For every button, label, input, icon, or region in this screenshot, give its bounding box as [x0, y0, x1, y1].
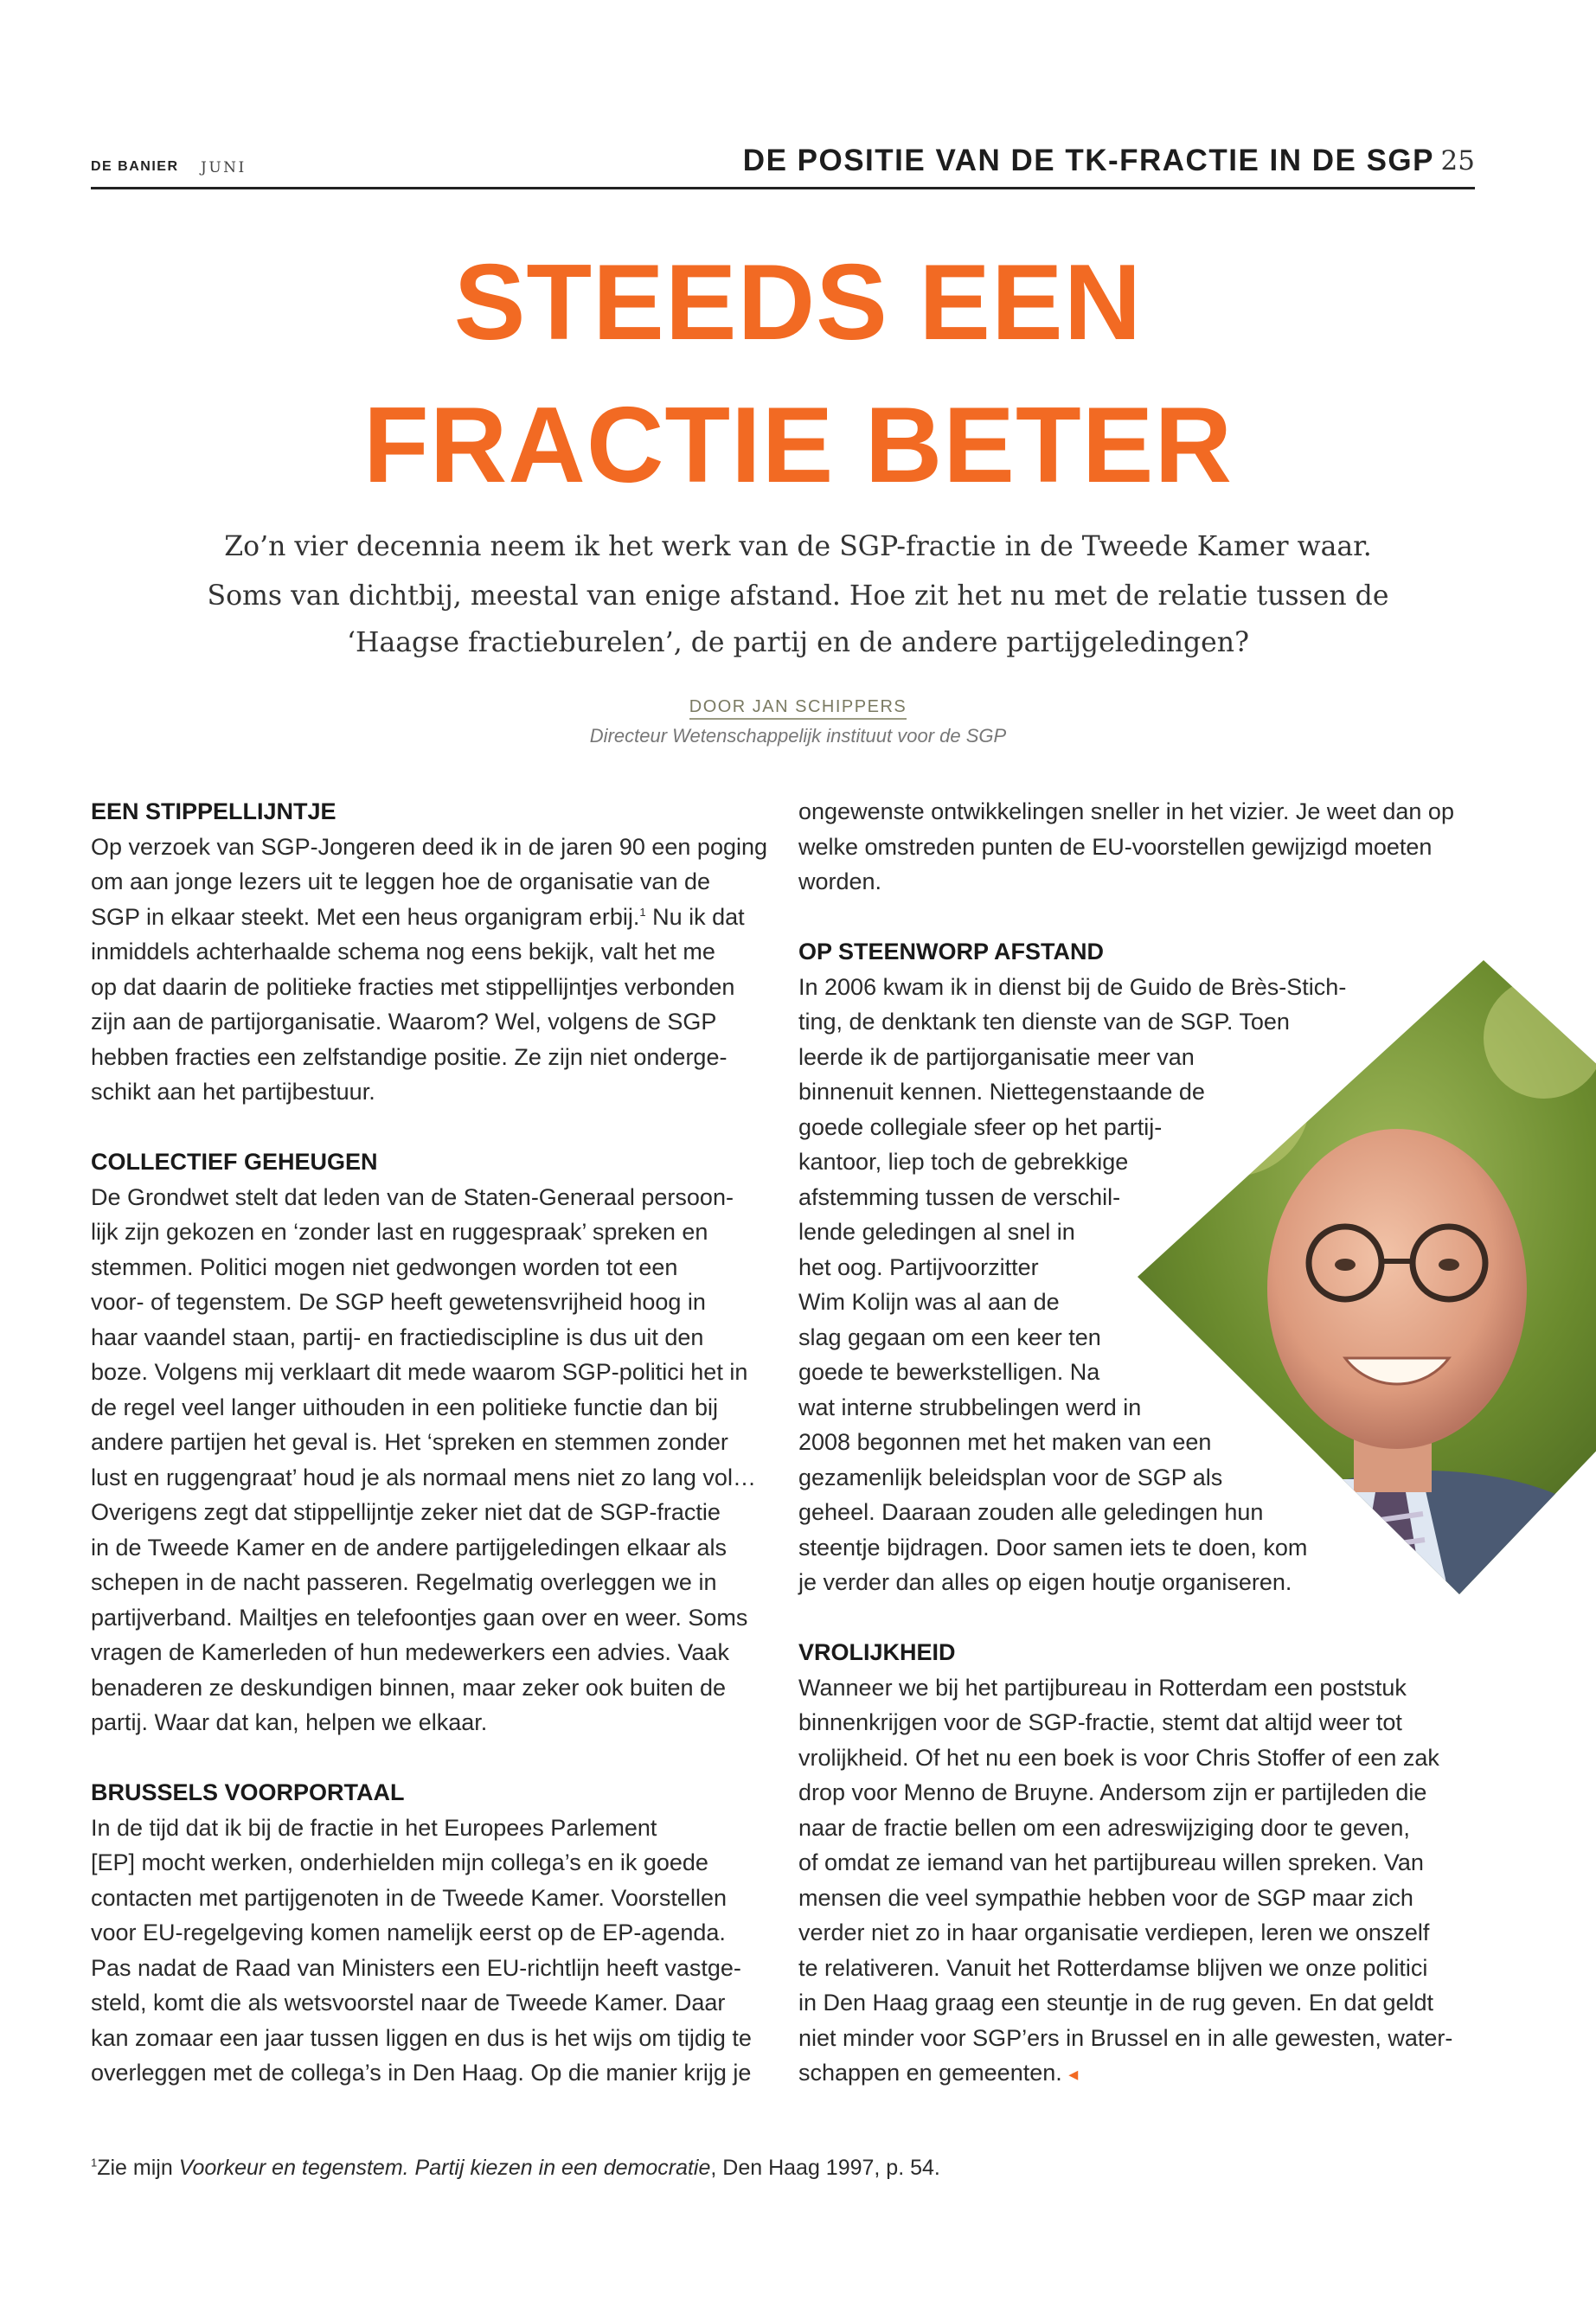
author-role: Directeur Wetenschappelijk instituut voor de SGP — [589, 725, 1007, 747]
body-line: In de tijd dat ik bij de fractie in het Europees Parlement — [91, 1814, 657, 1841]
body-text: Nu ik dat — [645, 903, 745, 930]
body-line: drop voor Menno de Bruyne. Andersom zijn er partijleden die — [798, 1779, 1427, 1805]
body-line: goede te bewerkstelligen. Na — [798, 1359, 1100, 1385]
body-line: lende geledingen al snel in — [798, 1219, 1075, 1245]
intro-line: Zo’n vier decennia neem ik het werk van de SGP-fractie in de Tweede Kamer waar. — [224, 531, 1372, 562]
paragraph-gap — [91, 1740, 774, 1776]
section-title: DE POSITIE VAN DE TK-FRACTIE IN DE SGP — [742, 144, 1434, 177]
section-heading: BRUSSELS VOORPORTAAL — [91, 1779, 405, 1805]
body-line: schikt aan het partijbestuur. — [91, 1079, 375, 1105]
body-text: schappen en gemeenten. — [798, 2060, 1062, 2086]
body-line: lijk zijn gekozen en ‘zonder last en ruggespraak’ spreken en — [91, 1219, 708, 1245]
body-line: in Den Haag graag een steuntje in de rug geven. En dat geldt — [798, 1990, 1434, 2016]
body-line: om aan jonge lezers uit te leggen hoe de organisatie van de — [91, 868, 711, 894]
footnote-marker: 1 — [639, 905, 646, 919]
body-line: andere partijen het geval is. Het ‘spreken en stemmen zonder — [91, 1429, 728, 1455]
body-line: De Grondwet stelt dat leden van de Staten-Generaal persoon- — [91, 1183, 734, 1210]
article-title-line-1: STEEDS EEN — [453, 243, 1143, 362]
magazine-name: DE BANIER — [91, 159, 179, 174]
body-line: [EP] mocht werken, onderhielden mijn collega’s en ik goede — [91, 1849, 708, 1875]
body-line: binnenuit kennen. Niettegenstaande de — [798, 1079, 1205, 1105]
body-line: verder niet zo in haar organisatie verdiepen, leren we onszelf — [798, 1920, 1430, 1945]
issue-month: JUNI — [201, 159, 247, 176]
footnote — [91, 2156, 940, 2181]
body-line: in de Tweede Kamer en de andere partijgeledingen elkaar als — [91, 1534, 727, 1561]
body-line: Pas nadat de Raad van Ministers een EU-richtlijn heeft vastge- — [91, 1954, 741, 1981]
body-line: steentje bijdragen. Door samen iets te doen, kom — [798, 1534, 1308, 1561]
body-line: lust en ruggengraat’ houd je als normaal mens niet zo lang vol… — [91, 1464, 756, 1490]
body-line: op dat daarin de politieke fracties met stippellijntjes verbonden — [91, 973, 735, 1000]
body-line: partijverband. Mailtjes en telefoontjes gaan over en weer. Soms — [91, 1604, 748, 1631]
author-byline — [0, 697, 1596, 717]
body-line: Overigens zegt dat stippellijntje zeker niet dat de SGP-fractie — [91, 1499, 721, 1525]
body-line: binnenkrijgen voor de SGP-fractie, stemt dat altijd weer tot — [798, 1709, 1402, 1735]
body-line: hebben fracties een zelfstandige positie. Ze zijn niet onderge- — [91, 1043, 727, 1070]
body-line: het oog. Partijvoorzitter — [798, 1253, 1039, 1280]
body-line: haar vaandel staan, partij- en fractiediscipline is dus uit den — [91, 1324, 704, 1350]
article-title-line-2: FRACTIE BETER — [363, 386, 1233, 505]
body-line: boze. Volgens mij verklaart dit mede waarom SGP-politici het in — [91, 1359, 748, 1385]
body-line: ongewenste ontwikkelingen sneller in het vizier. Je weet dan op — [798, 798, 1454, 824]
body-line: 2008 begonnen met het maken van een — [798, 1429, 1212, 1455]
body-line: vragen de Kamerleden of hun medewerkers een advies. Vaak — [91, 1639, 729, 1665]
paragraph-gap — [798, 900, 1490, 935]
body-line: worden. — [798, 868, 882, 894]
body-line: gezamenlijk beleidsplan voor de SGP als — [798, 1464, 1223, 1490]
end-of-article-icon: ◂ — [1068, 2063, 1079, 2085]
body-line: te relativeren. Vanuit het Rotterdamse blijven we onze politici — [798, 1954, 1428, 1981]
body-line: de regel veel langer uithouden in een politieke functie dan bij — [91, 1394, 719, 1420]
footnote-marker: 1 — [91, 2156, 98, 2170]
section-heading: VROLIJKHEID — [798, 1639, 956, 1665]
body-line: voor EU-regelgeving komen namelijk eerst op de EP-agenda. — [91, 1920, 726, 1945]
body-line: goede collegiale sfeer op het partij- — [798, 1113, 1163, 1140]
body-line: Op verzoek van SGP-Jongeren deed ik in de jaren 90 een poging — [91, 833, 768, 860]
section-heading: COLLECTIEF GEHEUGEN — [91, 1149, 378, 1175]
body-line: benaderen ze deskundigen binnen, maar zeker ook buiten de — [91, 1674, 727, 1701]
body-line: niet minder voor SGP’ers in Brussel en in alle gewesten, water- — [798, 2024, 1453, 2051]
body-line: schepen in de nacht passeren. Regelmatig overleggen we in — [91, 1569, 717, 1595]
body-line: afstemming tussen de verschil- — [798, 1183, 1121, 1210]
section-heading: EEN STIPPELLIJNTJE — [91, 798, 337, 824]
page-number: 25 — [1440, 145, 1475, 176]
body-line-with-footnote — [91, 900, 774, 935]
body-line: wat interne strubbelingen werd in — [798, 1394, 1142, 1420]
header-rule — [91, 187, 1475, 189]
body-line: kantoor, liep toch de gebrekkige — [798, 1149, 1129, 1175]
body-line: welke omstreden punten de EU-voorstellen gewijzigd moeten — [798, 833, 1433, 860]
intro-line: Soms van dichtbij, meestal van enige afstand. Hoe zit het nu met de relatie tussen de — [207, 580, 1389, 612]
body-line: naar de fractie bellen om een adreswijziging door te geven, — [798, 1814, 1410, 1841]
body-line-end — [798, 2055, 1490, 2093]
footnote-text: , Den Haag 1997, p. 54. — [710, 2156, 940, 2180]
footnote-book-title: Voorkeur en tegenstem. Partij kiezen in een democratie — [178, 2156, 711, 2180]
right-column — [798, 794, 1490, 2093]
body-line: stemmen. Politici mogen niet gedwongen worden tot een — [91, 1253, 678, 1280]
paragraph-gap — [91, 1110, 774, 1145]
body-line: contacten met partijgenoten in de Tweede Kamer. Voorstellen — [91, 1884, 727, 1911]
body-line: partij. Waar dat kan, helpen we elkaar. — [91, 1709, 488, 1735]
section-heading: OP STEENWORP AFSTAND — [798, 939, 1105, 965]
body-line: kan zomaar een jaar tussen liggen en dus is het wijs om tijdig te — [91, 2024, 752, 2051]
body-line: steld, komt die als wetsvoorstel naar de Tweede Kamer. Daar — [91, 1990, 726, 2016]
body-line: overleggen met de collega’s in Den Haag. Op die manier krijg je — [91, 2060, 752, 2086]
body-line: In 2006 kwam ik in dienst bij de Guido de Brès-Stich- — [798, 973, 1347, 1000]
body-line: Wim Kolijn was al aan de — [798, 1289, 1060, 1315]
body-line: zijn aan de partijorganisatie. Waarom? Wel, volgens de SGP — [91, 1009, 717, 1035]
author-name: DOOR JAN SCHIPPERS — [689, 697, 907, 720]
body-line: Wanneer we bij het partijbureau in Rotterdam een poststuk — [798, 1674, 1407, 1701]
body-line: mensen die veel sympathie hebben voor de SGP maar zich — [798, 1884, 1413, 1911]
body-line: leerde ik de partijorganisatie meer van — [798, 1043, 1195, 1070]
left-column — [91, 794, 774, 2091]
body-line: of omdat ze iemand van het partijbureau willen spreken. Van — [798, 1849, 1424, 1875]
footnote-text: Zie mijn — [97, 2156, 179, 2180]
paragraph-gap — [798, 1600, 1490, 1636]
body-line: inmiddels achterhaalde schema nog eens bekijk, valt het me — [91, 939, 715, 965]
body-line: geheel. Daaraan zouden alle geledingen hun — [798, 1499, 1264, 1525]
body-line: slag gegaan om een keer ten — [798, 1324, 1101, 1350]
body-text: SGP in elkaar steekt. Met een heus organigram erbij. — [91, 903, 640, 930]
body-line: je verder dan alles op eigen houtje organiseren. — [798, 1569, 1292, 1595]
body-line: vrolijkheid. Of het nu een boek is voor Chris Stoffer of een zak — [798, 1744, 1439, 1771]
intro-line: ‘Haagse fractieburelen’, de partij en de andere partijgeledingen? — [347, 627, 1249, 658]
body-line: ting, de denktank ten dienste van de SGP. Toen — [798, 1009, 1290, 1035]
body-line: voor- of tegenstem. De SGP heeft gewetensvrijheid hoog in — [91, 1289, 706, 1315]
